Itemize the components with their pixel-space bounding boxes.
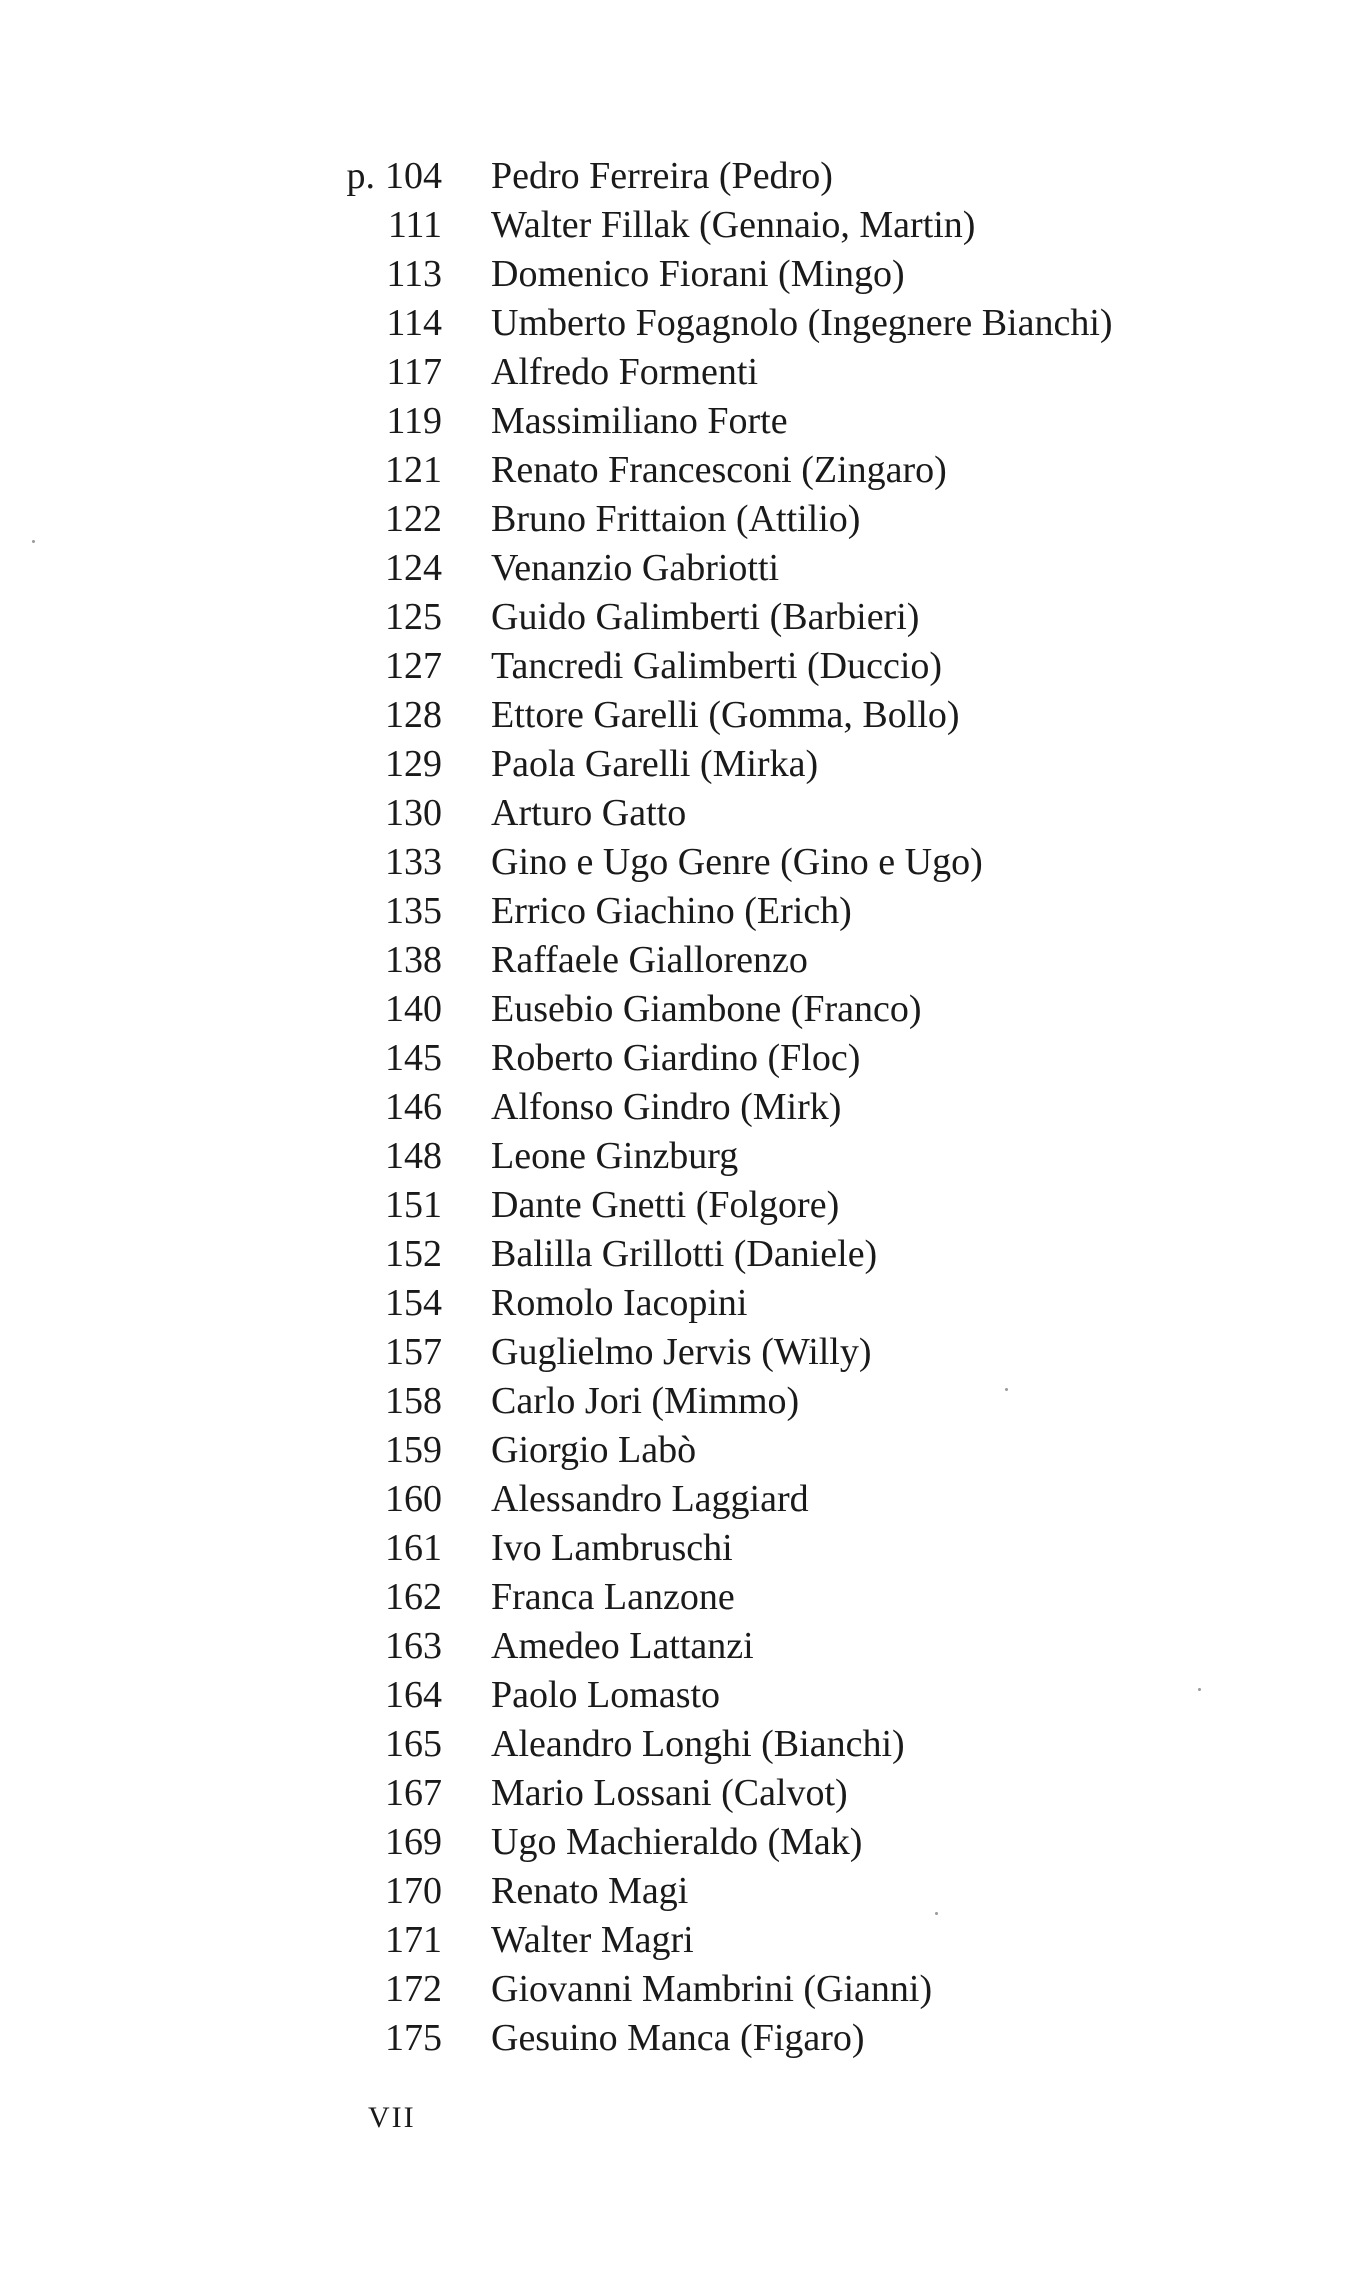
toc-entry	[0, 1475, 1367, 1524]
toc-entry	[0, 2014, 1367, 2063]
toc-entry	[0, 1965, 1367, 2014]
toc-entry-name: Paola Garelli (Mirka)	[491, 743, 819, 785]
toc-entry	[0, 299, 1367, 348]
toc-page-number	[385, 544, 442, 593]
toc-page-number	[386, 397, 442, 446]
toc-page-number	[385, 1230, 442, 1279]
toc-page-number	[385, 1965, 442, 2014]
toc-page-number	[385, 1671, 442, 1720]
page-number-value: 140	[385, 988, 442, 1030]
toc-entry	[0, 789, 1367, 838]
toc-entry	[0, 985, 1367, 1034]
toc-page-number	[385, 495, 442, 544]
toc-entry-name: Guido Galimberti (Barbieri)	[491, 596, 920, 638]
toc-entry-name: Venanzio Gabriotti	[491, 547, 780, 589]
toc-entry-name: Mario Lossani (Calvot)	[491, 1772, 848, 1814]
page-number-value: 162	[385, 1576, 442, 1618]
page-number-value: 135	[385, 890, 442, 932]
page-number-value: 165	[385, 1723, 442, 1765]
toc-entry-name: Alfredo Formenti	[491, 351, 759, 393]
page-number-value: 159	[385, 1429, 442, 1471]
toc-page-number	[385, 1034, 442, 1083]
toc-entry	[0, 1230, 1367, 1279]
toc-entry	[0, 887, 1367, 936]
toc-entry	[0, 936, 1367, 985]
toc-entry-name: Roberto Giardino (Floc)	[491, 1037, 861, 1079]
toc-entry	[0, 1132, 1367, 1181]
toc-entry	[0, 1083, 1367, 1132]
scan-speck	[935, 1912, 938, 1915]
toc-entry	[0, 1573, 1367, 1622]
toc-entry	[0, 1377, 1367, 1426]
toc-entry-name: Walter Magri	[491, 1919, 694, 1961]
toc-page-number	[385, 936, 442, 985]
page-number-value: 154	[385, 1282, 442, 1324]
toc-entry-name: Giovanni Mambrini (Gianni)	[491, 1968, 933, 2010]
toc-entry	[0, 446, 1367, 495]
page-number-value: 125	[385, 596, 442, 638]
toc-page-number	[385, 1181, 442, 1230]
toc-page-number	[386, 250, 442, 299]
page-number-value: 157	[385, 1331, 442, 1373]
toc-page-number	[385, 1083, 442, 1132]
toc-entry-name: Ettore Garelli (Gomma, Bollo)	[491, 694, 960, 736]
toc-page-number	[385, 789, 442, 838]
toc-entry-name: Renato Magi	[491, 1870, 689, 1912]
toc-page-number	[385, 2014, 442, 2063]
toc-entry-name: Errico Giachino (Erich)	[491, 890, 852, 932]
toc-entry-name: Dante Gnetti (Folgore)	[491, 1184, 840, 1226]
toc-entry	[0, 397, 1367, 446]
toc-page-number	[388, 201, 442, 250]
page-folio: VII	[368, 2101, 416, 2134]
toc-entry-name: Umberto Fogagnolo (Ingegnere Bianchi)	[491, 302, 1113, 344]
toc-entry	[0, 740, 1367, 789]
toc-page-number	[385, 642, 442, 691]
toc-entry	[0, 495, 1367, 544]
page-number-value: 138	[385, 939, 442, 981]
toc-entry	[0, 1328, 1367, 1377]
toc-entry-name: Leone Ginzburg	[491, 1135, 739, 1177]
toc-entry-name: Domenico Fiorani (Mingo)	[491, 253, 905, 295]
toc-entry-name: Aleandro Longhi (Bianchi)	[491, 1723, 905, 1765]
toc-entry	[0, 1181, 1367, 1230]
toc-entry-name: Ivo Lambruschi	[491, 1527, 733, 1569]
page-number-value: 122	[385, 498, 442, 540]
toc-entry	[0, 1818, 1367, 1867]
toc-entry-name: Alfonso Gindro (Mirk)	[491, 1086, 842, 1128]
page-number-value: 119	[386, 400, 442, 442]
toc-entry	[0, 838, 1367, 887]
page-number-value: 145	[385, 1037, 442, 1079]
toc-page-number	[385, 1524, 442, 1573]
toc-page-number	[385, 1279, 442, 1328]
toc-entry-name: Eusebio Giambone (Franco)	[491, 988, 922, 1030]
toc-entry	[0, 1867, 1367, 1916]
page-number-value: 169	[385, 1821, 442, 1863]
page-number-value: 152	[385, 1233, 442, 1275]
page-number-value: 170	[385, 1870, 442, 1912]
toc-entry-name: Romolo Iacopini	[491, 1282, 748, 1324]
toc-entry-name: Giorgio Labò	[491, 1429, 697, 1471]
page-number-value: 133	[385, 841, 442, 883]
scan-speck	[1005, 1388, 1008, 1391]
toc-entry	[0, 1524, 1367, 1573]
page-number-value: 158	[385, 1380, 442, 1422]
toc-entry	[0, 1279, 1367, 1328]
toc-entry	[0, 348, 1367, 397]
toc-entry-name: Guglielmo Jervis (Willy)	[491, 1331, 872, 1373]
page-number-value: 167	[385, 1772, 442, 1814]
toc-page-number	[385, 593, 442, 642]
page-number-value: 113	[386, 253, 442, 295]
page-number-value: 160	[385, 1478, 442, 1520]
toc-entry	[0, 1622, 1367, 1671]
page-number-value: 130	[385, 792, 442, 834]
page-number-value: 127	[385, 645, 442, 687]
toc-page-number	[385, 838, 442, 887]
toc-page-number	[385, 1328, 442, 1377]
toc-page-number	[347, 152, 443, 201]
toc-page-number	[385, 1769, 442, 1818]
toc-entry-name: Paolo Lomasto	[491, 1674, 721, 1716]
toc-entry-name: Amedeo Lattanzi	[491, 1625, 754, 1667]
page-number-value: 171	[385, 1919, 442, 1961]
toc-page-number	[385, 1916, 442, 1965]
table-of-contents	[0, 152, 1367, 2063]
toc-page-number	[385, 1818, 442, 1867]
toc-entry	[0, 1720, 1367, 1769]
page-number-value: 148	[385, 1135, 442, 1177]
toc-entry-name: Arturo Gatto	[491, 792, 687, 834]
toc-entry-name: Walter Fillak (Gennaio, Martin)	[491, 204, 976, 246]
toc-entry	[0, 1671, 1367, 1720]
page-number-value: 121	[385, 449, 442, 491]
page-number-value: 172	[385, 1968, 442, 2010]
toc-page-number	[385, 1622, 442, 1671]
toc-page-number	[386, 348, 442, 397]
toc-entry-name: Pedro Ferreira (Pedro)	[491, 155, 833, 197]
page-number-value: 114	[386, 302, 442, 344]
toc-page-number	[385, 1475, 442, 1524]
toc-entry	[0, 691, 1367, 740]
toc-entry-name: Raffaele Giallorenzo	[491, 939, 808, 981]
page-number-value: 146	[385, 1086, 442, 1128]
toc-entry	[0, 1916, 1367, 1965]
page-number-value: 117	[386, 351, 442, 393]
toc-page-number	[385, 446, 442, 495]
toc-page-number	[385, 1377, 442, 1426]
page-number-value: 124	[385, 547, 442, 589]
toc-entry-name: Massimiliano Forte	[491, 400, 788, 442]
toc-page-number	[385, 1132, 442, 1181]
page-number-value: 111	[387, 204, 442, 246]
toc-page-number	[385, 1867, 442, 1916]
page-number-value: 128	[385, 694, 442, 736]
toc-entry	[0, 642, 1367, 691]
page-number-value: 175	[385, 2017, 442, 2059]
toc-entry-name: Tancredi Galimberti (Duccio)	[491, 645, 943, 687]
toc-entry-name: Gino e Ugo Genre (Gino e Ugo)	[491, 841, 983, 883]
toc-entry-name: Ugo Machieraldo (Mak)	[491, 1821, 863, 1863]
toc-entry-name: Balilla Grillotti (Daniele)	[491, 1233, 878, 1275]
toc-entry	[0, 1426, 1367, 1475]
toc-entry-name: Renato Francesconi (Zingaro)	[491, 449, 947, 491]
page-number-value: 161	[385, 1527, 442, 1569]
toc-entry-name: Franca Lanzone	[491, 1576, 735, 1618]
toc-entry	[0, 1034, 1367, 1083]
toc-entry-name: Alessandro Laggiard	[491, 1478, 809, 1520]
toc-entry	[0, 201, 1367, 250]
toc-entry-name: Bruno Frittaion (Attilio)	[491, 498, 861, 540]
toc-entry	[0, 250, 1367, 299]
toc-page-number	[385, 887, 442, 936]
toc-entry	[0, 1769, 1367, 1818]
page-number-value: 163	[385, 1625, 442, 1667]
toc-page-number	[386, 299, 442, 348]
toc-page-number	[385, 1573, 442, 1622]
page-prefix: p.	[346, 155, 375, 197]
toc-page-number	[385, 1720, 442, 1769]
scan-speck	[32, 540, 35, 543]
toc-entry	[0, 593, 1367, 642]
page-number-value: 151	[385, 1184, 442, 1226]
page-number-value: 129	[385, 743, 442, 785]
page-number-value: 164	[385, 1674, 442, 1716]
page-number-value: 104	[385, 155, 442, 197]
toc-entry	[0, 544, 1367, 593]
toc-page-number	[385, 1426, 442, 1475]
toc-page-number	[385, 740, 442, 789]
toc-page-number	[385, 985, 442, 1034]
toc-page-number	[385, 691, 442, 740]
scan-speck	[1198, 1688, 1201, 1691]
toc-entry-name: Carlo Jori (Mimmo)	[491, 1380, 800, 1422]
toc-entry	[0, 152, 1367, 201]
toc-entry-name: Gesuino Manca (Figaro)	[491, 2017, 865, 2059]
